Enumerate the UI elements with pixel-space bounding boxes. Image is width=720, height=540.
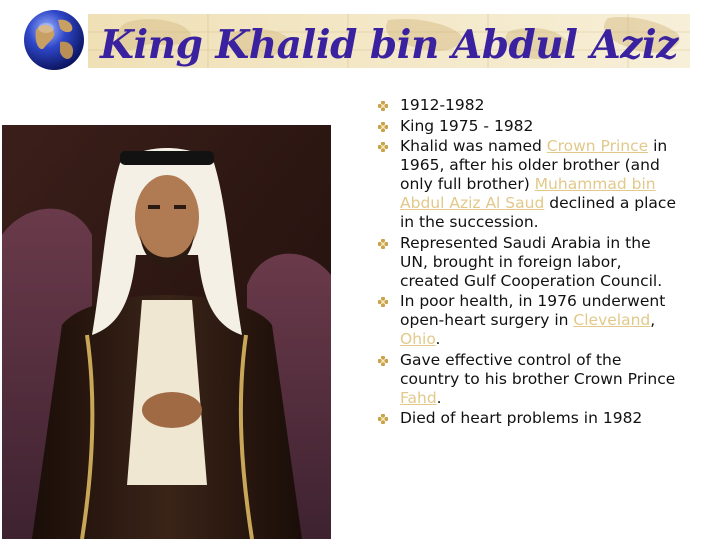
bullet-flower-icon [378, 414, 388, 424]
bullet-flower-icon [378, 239, 388, 249]
portrait-photo [2, 125, 331, 539]
bullet-item [378, 351, 678, 408]
bullet-flower-icon [378, 122, 388, 132]
bullet-text: . [435, 330, 441, 348]
bullet-item [378, 409, 678, 428]
wiki-link[interactable]: Cleveland [573, 311, 651, 329]
bullet-flower-icon [378, 101, 388, 111]
bullet-text: . [436, 388, 442, 407]
bullet-text: in 1965, after his older brother (and only full brother) [400, 137, 668, 193]
bullet-item [378, 234, 678, 291]
bullet-flower-icon [378, 142, 388, 152]
bullet-item [378, 117, 678, 136]
bullet-flower-icon [378, 297, 388, 307]
wiki-link[interactable]: Fahd [400, 388, 437, 407]
king-khalid-portrait-photo [2, 125, 331, 539]
bullet-item [378, 96, 678, 115]
bullet-text: Gave effective control of the country to his brother Crown Prince [400, 350, 676, 388]
page-title: King Khalid bin Abdul Aziz [100, 22, 678, 68]
bullet-text: 1912-1982 [400, 96, 485, 114]
bullet-text: King 1975 - 1982 [400, 116, 534, 135]
bullet-list [378, 96, 678, 430]
bullet-flower-icon [378, 356, 388, 366]
bullet-text: , [650, 311, 656, 329]
bullet-text: Represented Saudi Arabia in the UN, brought in foreign labor, created Gulf Cooperation Council. [400, 233, 663, 290]
wiki-link[interactable]: Muhammad bin Abdul Aziz Al Saud [400, 175, 656, 212]
wiki-link[interactable]: Crown Prince [546, 137, 649, 155]
bullet-text: declined a place in the succession. [400, 194, 676, 231]
bullet-text: Died of heart problems in 1982 [400, 409, 643, 427]
bullet-item [378, 137, 678, 232]
bullet-item [378, 292, 678, 349]
bullet-text: Khalid was named [400, 137, 547, 155]
wiki-link[interactable]: Ohio [400, 330, 436, 348]
bullet-text: In poor health, in 1976 underwent open-heart surgery in [400, 292, 666, 329]
globe-icon [22, 8, 86, 72]
